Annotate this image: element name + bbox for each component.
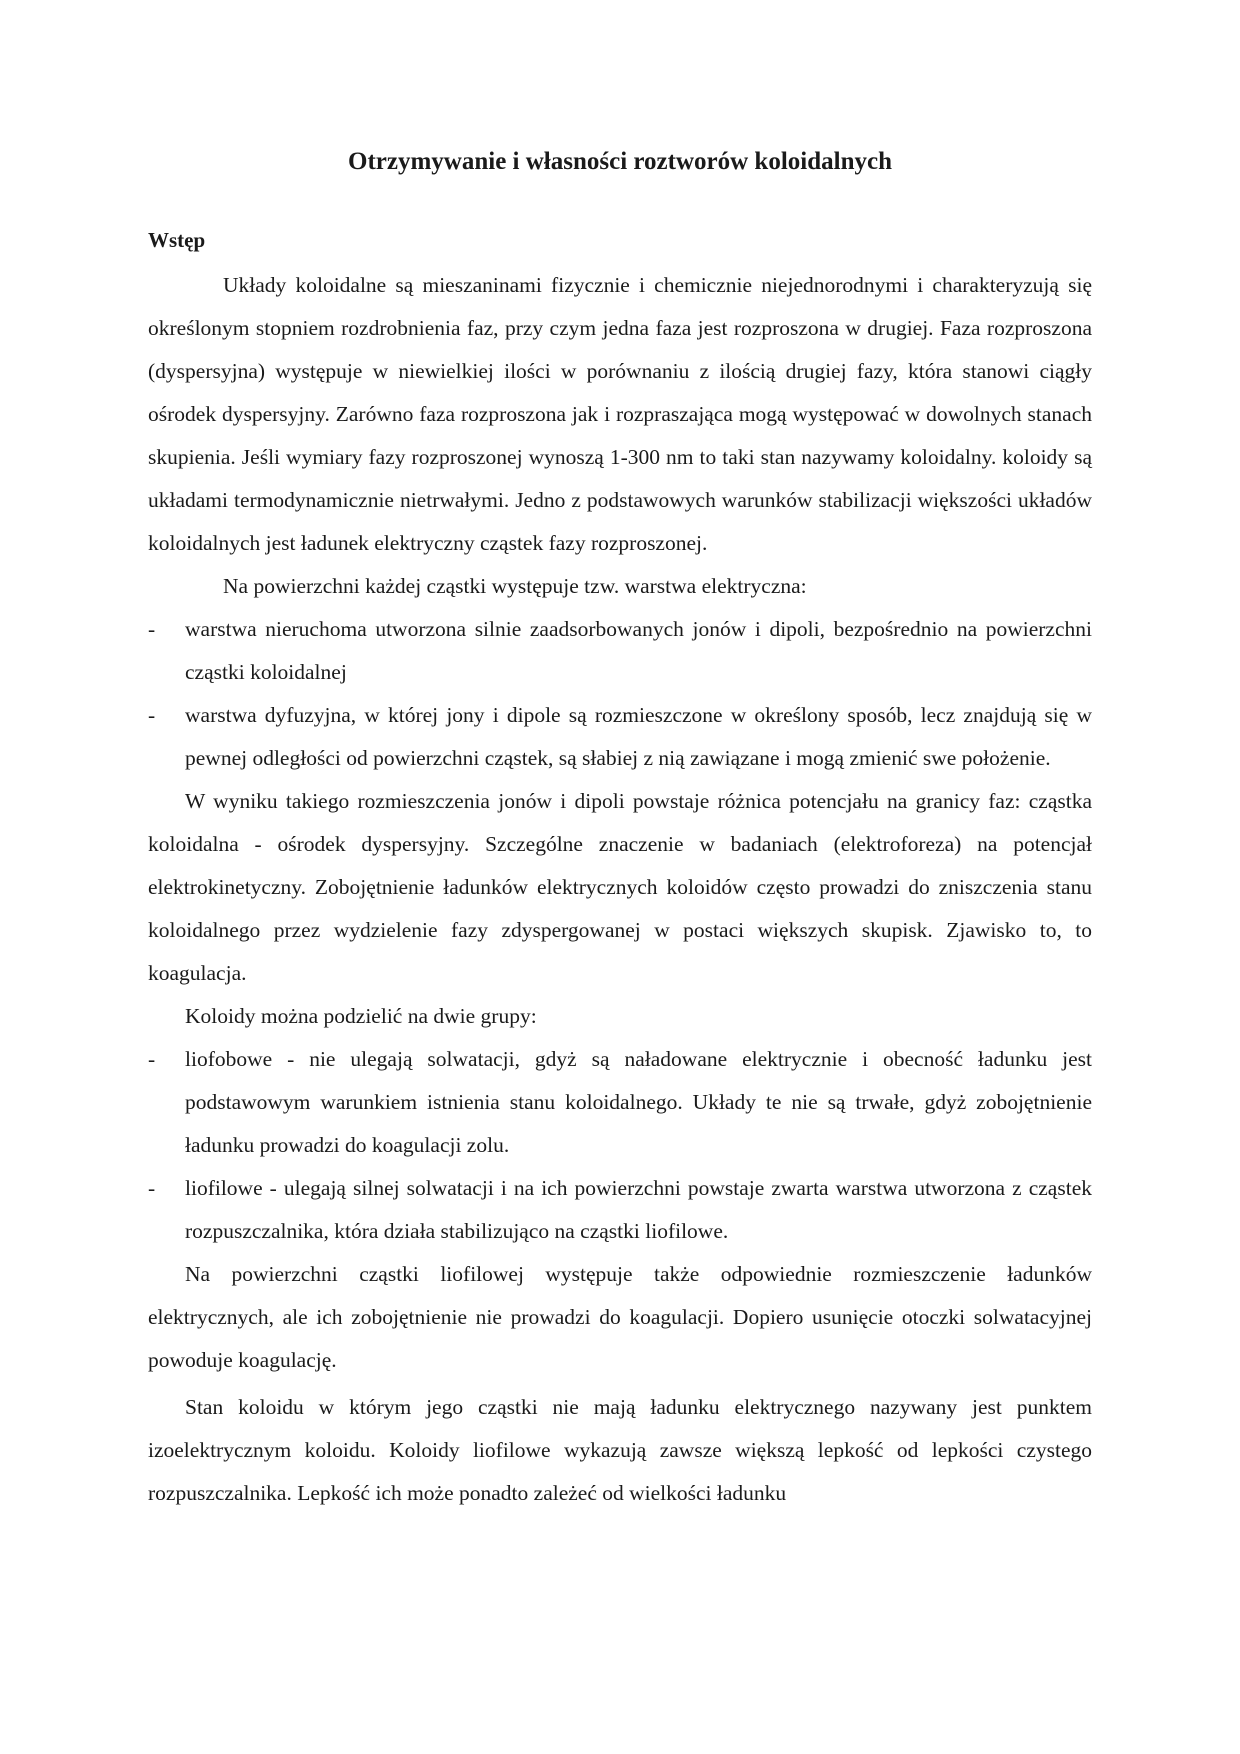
list-item — [148, 1038, 1092, 1167]
list-item-text: liofilowe - ulegają silnej solwatacji i na ich powierzchni powstaje zwarta warstwa utworzona z cząstek rozpuszczalnika, która działa stabilizująco na cząstki liofilowe. — [185, 1176, 1092, 1243]
paragraph-intro: Układy koloidalne są mieszaninami fizycznie i chemicznie niejednorodnymi i charakteryzują się określonym stopniem rozdrobnienia faz, przy czym jedna faza jest rozproszona w drugiej. Faza rozproszona (dyspersyjna) występuje w niewielkiej ilości w porównaniu z ilością drugiej fazy, która stanowi ciągły ośrodek dyspersyjny. Zarówno faza rozproszona jak i rozpraszająca mogą występować w dowolnych stanach skupienia. Jeśli wymiary fazy rozproszonej wynoszą 1-300 nm to taki stan nazywamy koloidalny. koloidy są układami termodynamicznie nietrwałymi. Jedno z podstawowych warunków stabilizacji większości układów koloidalnych jest ładunek elektryczny cząstek fazy rozproszonej. — [148, 273, 1092, 555]
document-title: Otrzymywanie i własności roztworów koloidalnych — [348, 148, 892, 175]
section-heading: Wstęp — [148, 228, 206, 252]
list-bullet: - — [148, 1047, 156, 1071]
list-item-text: warstwa nieruchoma utworzona silnie zaadsorbowanych jonów i dipoli, bezpośrednio na powierzchni cząstki koloidalnej — [185, 617, 1092, 684]
list-item — [148, 1167, 1092, 1253]
paragraph-electric-layer: Na powierzchni każdej cząstki występuje tzw. warstwa elektryczna: — [223, 574, 807, 598]
list-bullet: - — [148, 617, 156, 641]
electric-layer-list — [148, 608, 1092, 780]
paragraph-potential: W wyniku takiego rozmieszczenia jonów i dipoli powstaje różnica potencjału na granicy faz: cząstka koloidalna - ośrodek dyspersyjny. Szczególne znaczenie w badaniach (elektroforeza) na potencjał elektrokinetyczny. Zobojętnienie ładunków elektrycznych koloidów często prowadzi do zniszczenia stanu koloidalnego przez wydzielenie fazy zdyspergowanej w postaci większych skupisk. Zjawisko to, to koagulacja. — [148, 789, 1092, 985]
paragraph-groups: Koloidy można podzielić na dwie grupy: — [185, 1004, 537, 1028]
colloid-groups-list — [148, 1038, 1092, 1253]
document-body — [148, 264, 1092, 1515]
list-item — [148, 608, 1092, 694]
list-bullet: - — [148, 703, 156, 727]
list-item — [148, 694, 1092, 780]
paragraph-lyophilic: Na powierzchni cząstki liofilowej występuje także odpowiednie rozmieszczenie ładunków elektrycznych, ale ich zobojętnienie nie prowadzi do koagulacji. Dopiero usunięcie otoczki solwatacyjnej powoduje koagulację. — [148, 1262, 1092, 1372]
list-item-text: warstwa dyfuzyjna, w której jony i dipole są rozmieszczone w określony sposób, lecz znajdują się w pewnej odległości od powierzchni cząstek, są słabiej z nią zawiązane i mogą zmienić swe położenie. — [185, 703, 1092, 770]
paragraph-isoelectric: Stan koloidu w którym jego cząstki nie mają ładunku elektrycznego nazywany jest punktem izoelektrycznym koloidu. Koloidy liofilowe wykazują zawsze większą lepkość od lepkości czystego rozpuszczalnika. Lepkość ich może ponadto zależeć od wielkości ładunku — [148, 1395, 1092, 1505]
list-bullet: - — [148, 1176, 156, 1200]
list-item-text: liofobowe - nie ulegają solwatacji, gdyż są naładowane elektrycznie i obecność ładunku jest podstawowym warunkiem istnienia stanu koloidalnego. Układy te nie są trwałe, gdyż zobojętnienie ładunku prowadzi do koagulacji zolu. — [185, 1047, 1092, 1157]
